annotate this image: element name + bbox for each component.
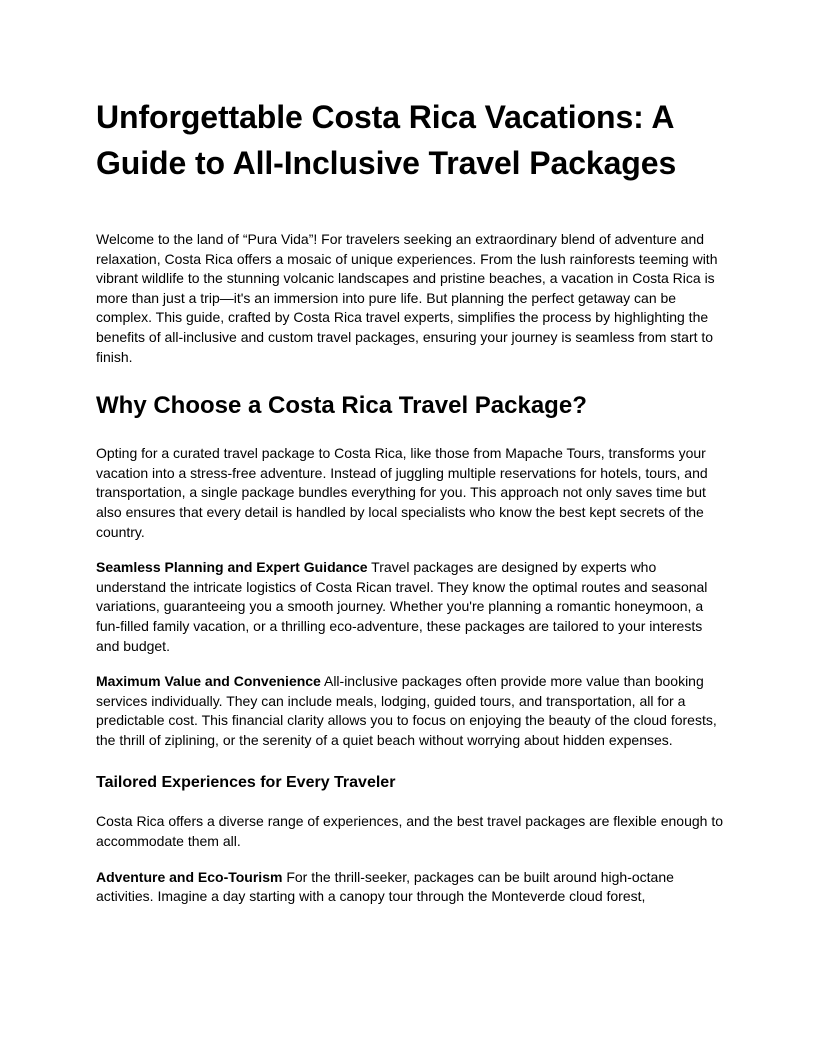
feature-text: Travel packages are designed by experts who understand the intricate logistics of Costa Rican travel. They know the optimal routes and seasonal variations, guaranteeing you a smooth journey. Whether you're planning a romantic honeymoon, a fun-filled family vacation, or a thrilling eco-adventure, these packages are tailored to your interests and budget. xyxy=(96,559,708,654)
intro-paragraph: Welcome to the land of “Pura Vida”! For travelers seeking an extraordinary blend of adventure and relaxation, Costa Rica offers a mosaic of unique experiences. From the lush rainforests teeming with vibrant wildlife to the stunning volcanic landscapes and pristine beaches, a vacation in Costa Rica is more than just a trip—it's an immersion into pure life. But planning the perfect getaway can be complex. This guide, crafted by Costa Rica travel experts, simplifies the process by highlighting the benefits of all-inclusive and custom travel packages, ensuring your journey is seamless from start to finish. xyxy=(96,231,718,365)
feature-text: For the thrill-seeker, packages can be built around high-octane activities. Imagine a day starting with a canopy tour through the Monteverde cloud forest, xyxy=(96,868,674,905)
feature-paragraph-seamless-planning xyxy=(96,558,724,656)
feature-paragraph-maximum-value xyxy=(96,672,724,750)
subsection-heading-tailored-experiences: Tailored Experiences for Every Traveler xyxy=(96,774,396,792)
feature-lead: Maximum Value and Convenience xyxy=(96,673,321,690)
section-paragraph: Opting for a curated travel package to Costa Rica, like those from Mapache Tours, transforms your vacation into a stress-free adventure. Instead of juggling multiple reservations for hotels, tours, and transportation, a single package bundles everything for you. This approach not only saves time but also ensures that every detail is handled by local specialists who know the best kept secrets of the country. xyxy=(96,445,708,540)
feature-lead: Seamless Planning and Expert Guidance xyxy=(96,559,368,576)
feature-paragraph-adventure xyxy=(96,868,724,907)
document-page xyxy=(96,94,724,923)
section-paragraph: Costa Rica offers a diverse range of experiences, and the best travel packages are flexible enough to accommodate them all. xyxy=(96,813,724,850)
document-title: Unforgettable Costa Rica Vacations: A Guide to All-Inclusive Travel Packages xyxy=(96,99,677,181)
section-heading-why-choose: Why Choose a Costa Rica Travel Package? xyxy=(96,392,587,420)
feature-lead: Adventure and Eco-Tourism xyxy=(96,868,283,885)
feature-text: All-inclusive packages often provide more value than booking services individually. They can include meals, lodging, guided tours, and transportation, all for a predictable cost. This financial clarity allows you to focus on enjoying the beauty of the cloud forests, the thrill of ziplining, or the serenity of a quiet beach without worrying about hidden expenses. xyxy=(96,673,717,748)
